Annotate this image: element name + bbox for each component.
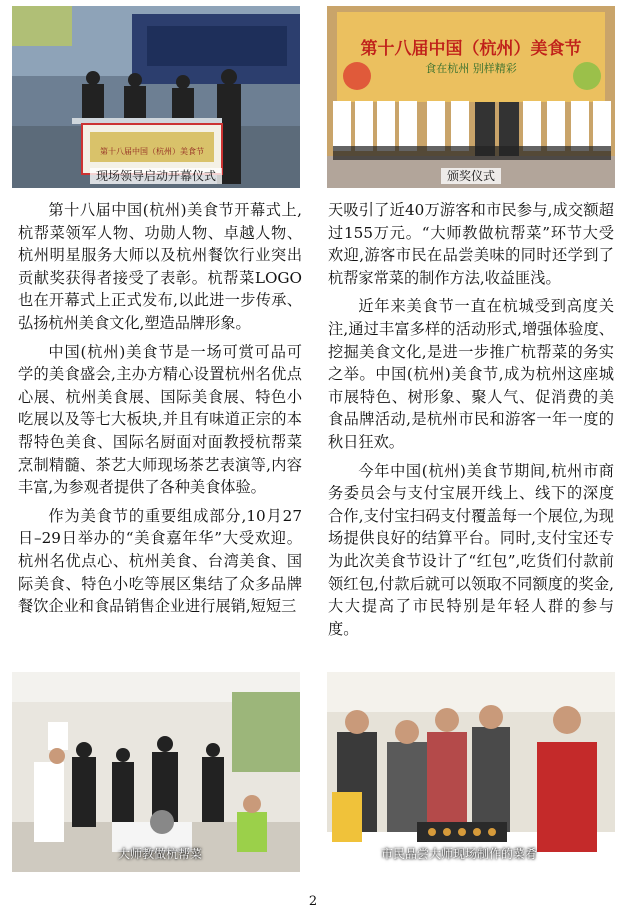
photo-caption: 大师教做杭帮菜 <box>118 847 203 861</box>
banner-subtitle: 食在杭州 别样精彩 <box>425 62 517 75</box>
article-left-column <box>18 199 302 618</box>
photo-citizens-tasting <box>327 672 615 872</box>
photo-caption: 颁奖仪式 <box>327 167 615 184</box>
paragraph: 作为美食节的重要组成部分,10月27日–29日举办的“美食嘉年华”大受欢迎。杭州名优点心、杭州美食、台湾美食、国际美食、特色小吃等展区集结了众多品牌餐饮企业和食品销售企业进行展销,短短三 <box>18 506 302 616</box>
paragraph: 今年中国(杭州)美食节期间,杭州市商务委员会与支付宝展开线上、线下的深度合作,支付宝扫码支付覆盖每一个展位,为现场提供良好的结算平台。同时,支付宝还专为此次美食节设计了“红包”,吃货们付款前领红包,付款后就可以领取不同额度的奖金,大大提高了市民特别是年轻人群的参与度。 <box>328 461 614 638</box>
photo-opening-ceremony <box>12 6 300 188</box>
photo-caption: 市民品尝大师现场制作的菜肴 <box>381 847 538 861</box>
banner-title: 第十八届中国（杭州）美食节 <box>360 39 582 59</box>
paragraph: 中国(杭州)美食节是一场可赏可品可学的美食盛会,主办方精心设置杭州名优点心展、杭州美食展、国际美食展、特色小吃展以及等七大板块,并且有味道正宗的本帮特色美食、国际名厨面对面教授杭帮菜烹制精髓、茶艺大师现场茶艺表演等,内容丰富,为参观者提供了各种美食体验。 <box>18 342 302 497</box>
master-teaching-image <box>12 672 300 872</box>
paragraph: 第十八届中国(杭州)美食节开幕式上,杭帮菜领军人物、功勋人物、卓越人物、杭州明星服务大师以及杭州餐饮行业突出贡献奖获得者接受了表彰。杭帮菜LOGO也在开幕式上正式发布,以此进一步传承、弘扬杭州美食文化,塑造品牌形象。 <box>18 201 302 332</box>
ceremony-sign-text: 第十八届中国（杭州）美食节 <box>100 147 204 156</box>
photo-award-ceremony <box>327 6 615 188</box>
paragraph-continued: 天吸引了近40万游客和市民参与,成交额超过155万元。“大师教做杭帮菜”环节大受欢迎,游客市民在品尝美味的同时还学到了杭帮家常菜的制作方法,收益匪浅。 <box>328 201 614 287</box>
photo-caption: 现场领导启动开幕仪式 <box>12 167 300 184</box>
paragraph: 近年来美食节一直在杭城受到高度关注,通过丰富多样的活动形式,增强体验度、挖掘美食文化,是进一步推广杭帮菜的务实之举。中国(杭州)美食节,成为杭州这座城市展特色、树形象、聚人气、促消费的美食品牌活动,是杭州市民和游客一年一度的秋日狂欢。 <box>328 297 614 451</box>
article-right-column <box>328 199 614 640</box>
photo-master-teaching <box>12 672 300 872</box>
page-number: 2 <box>308 894 318 909</box>
opening-ceremony-image <box>12 6 300 188</box>
citizens-tasting-image <box>327 672 615 872</box>
